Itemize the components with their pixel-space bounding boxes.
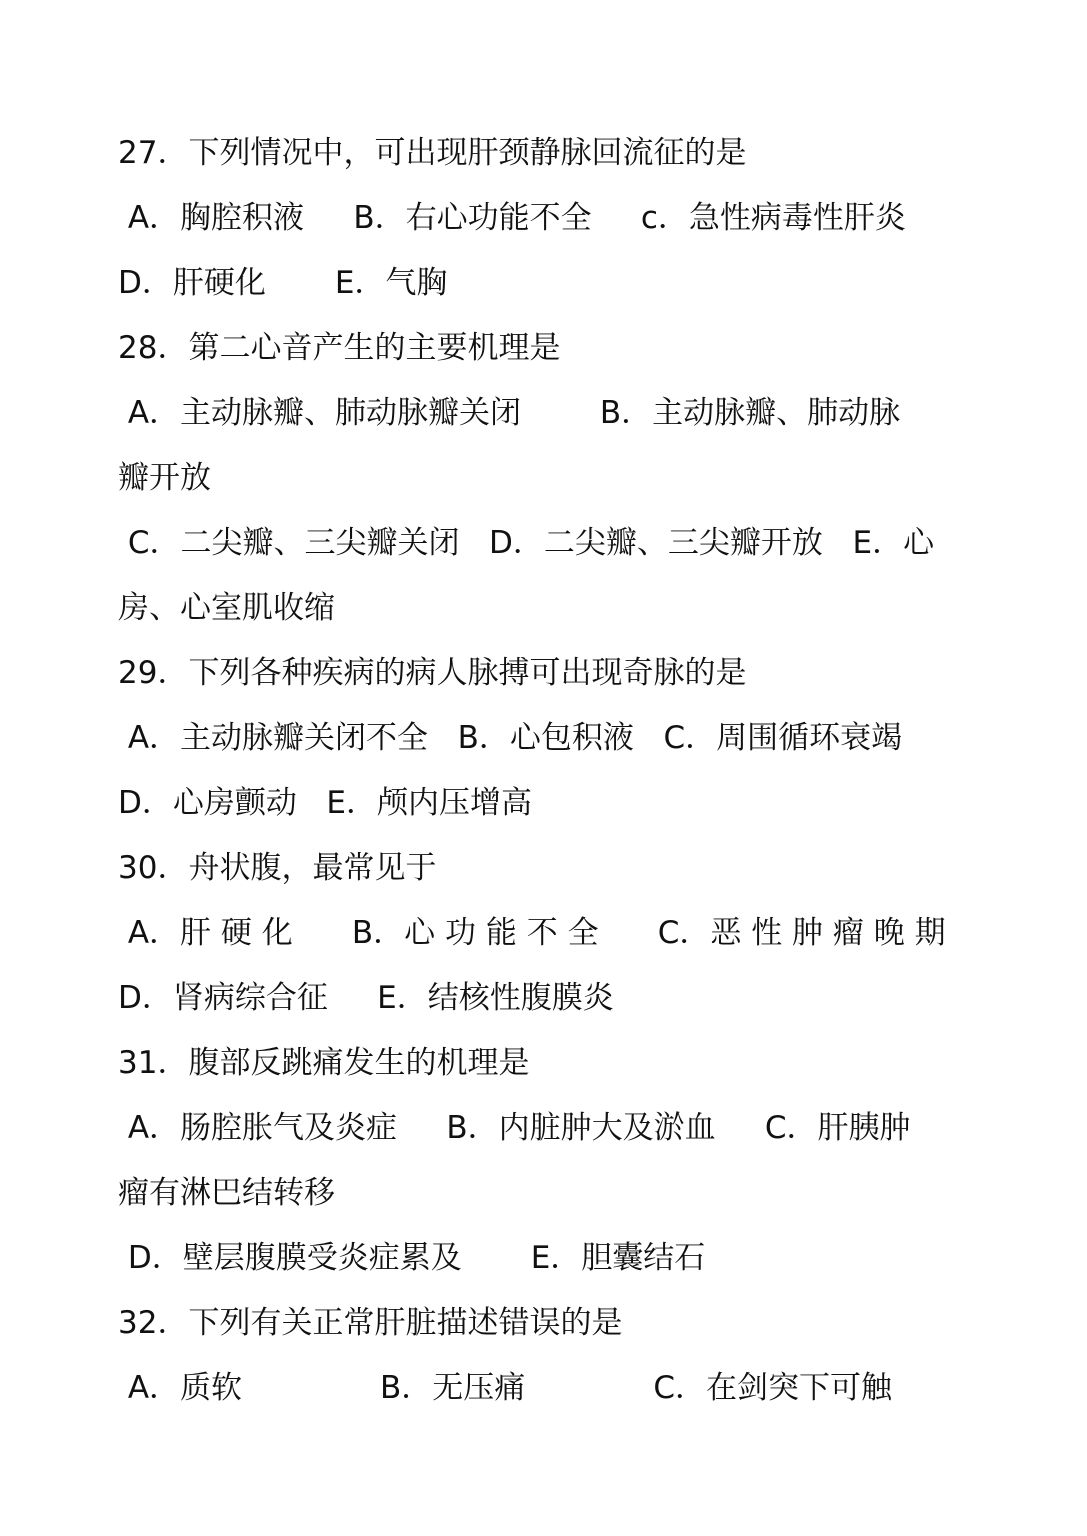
question-29: 29．下列各种疾病的病人脉搏可出现奇脉的是 xyxy=(118,655,747,691)
question-31-options-line-2: 瘤有淋巴结转移 xyxy=(118,1175,335,1211)
question-28: 28．第二心音产生的主要机理是 xyxy=(118,330,561,366)
question-27-options-line-1: A．胸腔积液 B．右心功能不全 c．急性病毒性肝炎 xyxy=(118,200,906,236)
question-27: 27．下列情况中，可出现肝颈静脉回流征的是 xyxy=(118,135,747,171)
question-29-options-line-2: D．心房颤动 E．颅内压增高 xyxy=(118,785,533,821)
question-32-options-line-1: A．质软 B．无压痛 C．在剑突下可触 xyxy=(118,1370,893,1406)
question-31-options-line-3: D．壁层腹膜受炎症累及 E．胆囊结石 xyxy=(118,1240,706,1276)
question-32: 32．下列有关正常肝脏描述错误的是 xyxy=(118,1305,623,1341)
question-28-options-line-2: 瓣开放 xyxy=(118,460,211,496)
question-28-options-line-1: A．主动脉瓣、肺动脉瓣关闭 B．主动脉瓣、肺动脉 xyxy=(118,395,901,431)
question-30: 30．舟状腹，最常见于 xyxy=(118,850,437,886)
question-28-options-line-3: C．二尖瓣、三尖瓣关闭 D．二尖瓣、三尖瓣开放 E．心 xyxy=(118,525,935,561)
question-30-options-line-1: A．肝 硬 化 B．心 功 能 不 全 C．恶 性 肿 瘤 晚 期 xyxy=(118,915,946,951)
question-28-options-line-4: 房、心室肌收缩 xyxy=(118,590,335,626)
question-30-options-line-2: D．肾病综合征 E．结核性腹膜炎 xyxy=(118,980,614,1016)
question-29-options-line-1: A．主动脉瓣关闭不全 B．心包积液 C．周围循环衰竭 xyxy=(118,720,903,756)
question-31-options-line-1: A．肠腔胀气及炎症 B．内脏肿大及淤血 C．肝胰肿 xyxy=(118,1110,911,1146)
question-27-options-line-2: D．肝硬化 E．气胸 xyxy=(118,265,448,301)
question-31: 31．腹部反跳痛发生的机理是 xyxy=(118,1045,530,1081)
